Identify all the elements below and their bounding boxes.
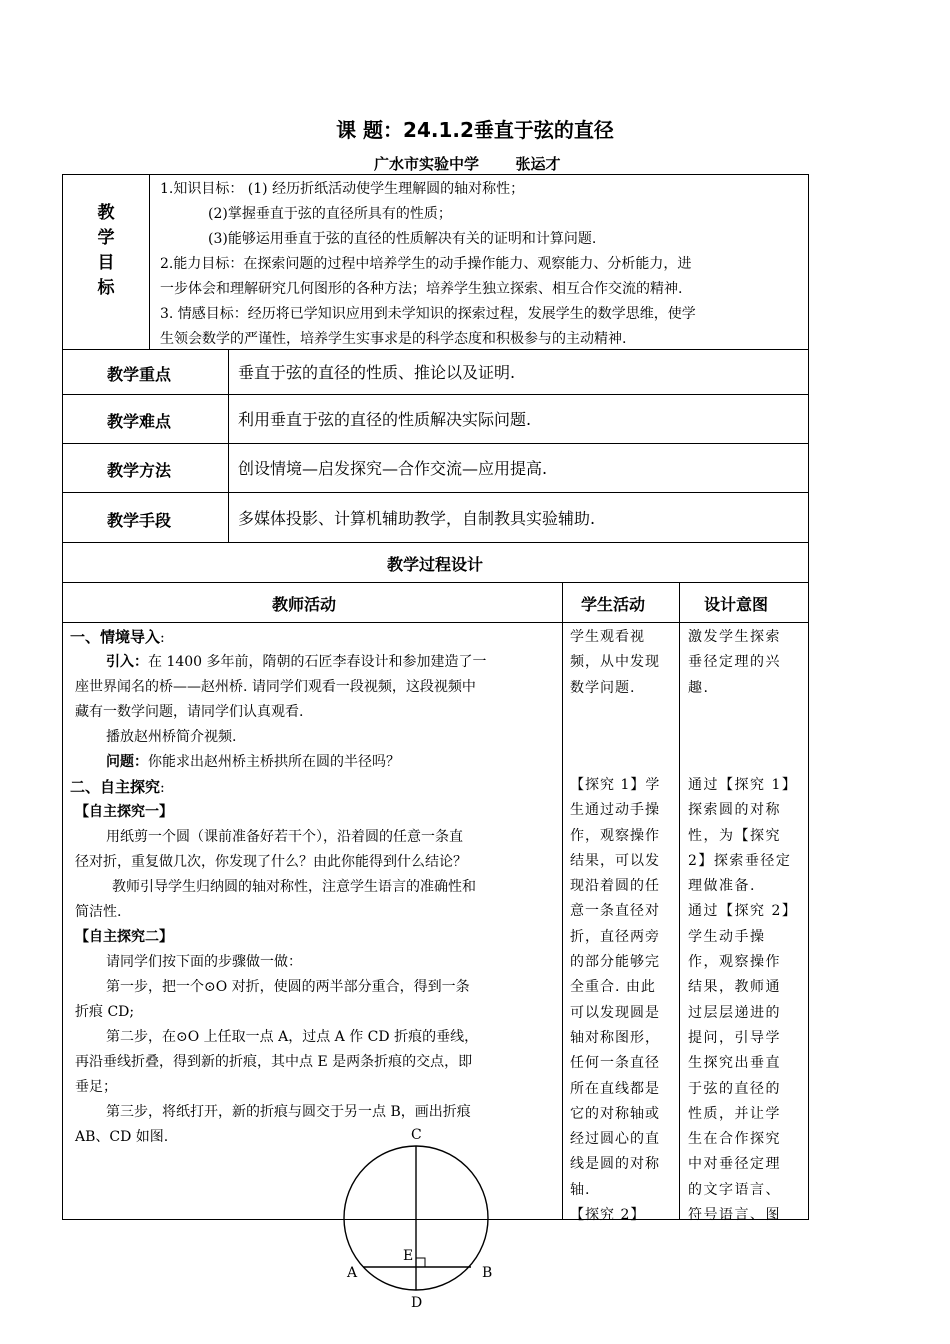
student-line: 学生观看视 (570, 629, 645, 645)
paragraph-line (106, 650, 487, 675)
intent-line: 结果，教师通 (688, 979, 781, 996)
label-d: D (411, 1295, 423, 1311)
divider (62, 492, 809, 493)
student-line: 折，直径两旁 (570, 928, 660, 945)
page-title: 课 题：24.1.2垂直于弦的直径 (336, 118, 614, 142)
intent-line: 的文字语言、 (688, 1181, 781, 1198)
means-label: 教学手段 (107, 511, 172, 530)
means-value: 多媒体投影、计算机辅助教学，自制教具实验辅助. (238, 509, 596, 528)
column-header-student: 学生活动 (581, 595, 646, 614)
paragraph-line: 第三步，将纸打开，新的折痕与圆交于另一点 B，画出折痕 (106, 1104, 471, 1120)
student-line: 结果，可以发 (570, 852, 660, 869)
paragraph-line: 用纸剪一个圆（课前准备好若干个），沿着圆的任意一条直 (106, 829, 463, 845)
objectives-label-char: 学 (97, 228, 115, 248)
design-intent (688, 773, 804, 1228)
student-line: 任何一条直径 (570, 1055, 660, 1072)
student-line: 作，观察操作 (570, 827, 660, 844)
intent-line: 性质，并让学 (688, 1105, 781, 1122)
student-line: 【探究 1】学 (570, 777, 661, 793)
paragraph-line: 第二步，在⊙O 上任取一点 A，过点 A 作 CD 折痕的垂线， (106, 1029, 479, 1045)
student-line: 的部分能够完 (570, 954, 660, 971)
paragraph-line: 请同学们按下面的步骤做一做： (106, 954, 302, 970)
student-line: 【探究 2】 (570, 1207, 646, 1224)
paragraph-line: 座世界闻名的桥——赵州桥. 请同学们观看一段视频，这段视频中 (75, 679, 476, 695)
intent-line: 探索圆的对称 (688, 802, 781, 819)
divider (562, 582, 563, 1220)
paragraph-line: 折痕 CD; (75, 1004, 135, 1020)
label-a: A (347, 1265, 358, 1281)
paragraph-line: 藏有一数学问题，请同学们认真观看. (75, 704, 304, 720)
intro-label: 引入： (106, 654, 148, 670)
objective-line: 一步体会和理解研究几何图形的各种方法；培养学生独立探索、相互合作交流的精神. (160, 281, 683, 297)
intent-line: 作，观察操作 (688, 954, 781, 971)
right-angle-mark (416, 1258, 425, 1267)
section-heading (70, 625, 165, 651)
key-points-value: 垂直于弦的直径的性质、推论以及证明. (238, 363, 516, 382)
student-line: 全重合. 由此 (570, 979, 656, 996)
student-line: 可以发现圆是 (570, 1004, 660, 1021)
label-c: C (411, 1127, 422, 1143)
paragraph-line: 径对折，重复做几次，你发现了什么？由此你能得到什么结论？ (75, 854, 467, 870)
divider (62, 394, 809, 395)
intent-line: 激发学生探索 (688, 629, 781, 645)
intent-line: 2】探索垂径定 (688, 852, 792, 869)
section-colon: : (160, 630, 165, 646)
intent-line: 趣. (688, 679, 710, 696)
divider (62, 622, 809, 623)
student-line: 线是圆的对称 (570, 1156, 660, 1173)
difficulties-label: 教学难点 (107, 412, 172, 431)
intent-line: 中对垂径定理 (688, 1156, 781, 1173)
column-header-intent: 设计意图 (704, 595, 769, 614)
section-title: 二、自主探究 (70, 778, 161, 796)
paragraph-line: 教师引导学生归纳圆的轴对称性，注意学生语言的准确性和 (112, 879, 476, 895)
process-title: 教学过程设计 (386, 555, 483, 574)
student-line: 它的对称轴或 (570, 1105, 660, 1122)
intent-line: 生探究出垂直 (688, 1055, 781, 1072)
divider (149, 174, 150, 350)
paragraph-line: 再沿垂线折叠，得到新的折痕，其中点 E 是两条折痕的交点，即 (75, 1054, 473, 1070)
circle-diagram (330, 1120, 520, 1320)
paragraph-line: 播放赵州桥简介视频. (106, 729, 237, 745)
student-activity (570, 625, 674, 701)
intent-line: 过层层递进的 (688, 1004, 781, 1021)
intent-line: 通过【探究 1】 (688, 777, 798, 793)
intent-line: 于弦的直径的 (688, 1080, 781, 1097)
objectives-label-char: 目 (97, 253, 115, 273)
intent-line: 学生动手操 (688, 928, 766, 945)
question-text: 你能求出赵州桥主桥拱所在圆的半径吗？ (148, 754, 400, 770)
divider (62, 443, 809, 444)
divider (228, 349, 229, 542)
label-b: B (482, 1265, 493, 1281)
objectives-label-char: 标 (97, 278, 115, 298)
label-e: E (403, 1248, 414, 1264)
objective-line: 1.知识目标： (1) 经历折纸活动使学生理解圆的轴对称性； (160, 181, 525, 197)
student-line: 意一条直径对 (570, 903, 660, 920)
design-intent (688, 625, 804, 701)
author-line: 广水市实验中学 张运才 (374, 155, 561, 173)
objective-line: (3)能够运用垂直于弦的直径的性质解决有关的证明和计算问题. (208, 231, 597, 247)
intent-line: 提问，引导学 (688, 1029, 781, 1046)
student-line: 生通过动手操 (570, 802, 660, 819)
student-line: 所在直线都是 (570, 1080, 660, 1097)
method-value: 创设情境—启发探究—合作交流—应用提高. (238, 459, 548, 478)
exploration-heading: 【自主探究二】 (75, 929, 173, 945)
intent-line: 理做准备. (688, 878, 756, 895)
paragraph-line: AB、CD 如图. (75, 1129, 169, 1145)
objectives-label-char: 教 (97, 203, 115, 223)
key-points-label: 教学重点 (107, 365, 172, 384)
intent-line: 符号语言、图 (688, 1207, 781, 1224)
exploration-heading: 【自主探究一】 (75, 804, 173, 820)
section-heading (70, 775, 165, 801)
student-line: 现沿着圆的任 (570, 878, 660, 895)
paragraph-line: 垂足； (75, 1079, 117, 1095)
divider (679, 582, 680, 1220)
student-line: 经过圆心的直 (570, 1131, 660, 1148)
method-label: 教学方法 (107, 461, 172, 480)
objective-line: 生领会数学的严谨性，培养学生实事求是的科学态度和积极参与的主动精神. (160, 331, 627, 347)
student-line: 轴. (570, 1181, 591, 1198)
paragraph-line: 简洁性. (75, 904, 122, 920)
divider (62, 542, 809, 543)
question-label: 问题： (106, 754, 148, 770)
intent-line: 通过【探究 2】 (688, 903, 798, 920)
section-colon: : (160, 780, 165, 796)
student-line: 轴对称图形， (570, 1029, 660, 1046)
column-header-teacher: 教师活动 (272, 595, 337, 614)
objective-line: (2)掌握垂直于弦的直径所具有的性质； (208, 206, 452, 222)
mask (500, 1220, 520, 1320)
paragraph-line (106, 750, 400, 775)
difficulties-value: 利用垂直于弦的直径的性质解决实际问题. (238, 410, 532, 429)
intro-text: 在 1400 多年前，隋朝的石匠李春设计和参加建造了一 (148, 654, 487, 670)
intent-line: 生在合作探究 (688, 1131, 781, 1148)
paragraph-line: 第一步，把一个⊙O 对折，使圆的两半部分重合，得到一条 (106, 979, 470, 995)
student-line: 频，从中发现 (570, 654, 660, 671)
student-activity (570, 773, 674, 1228)
section-title: 一、情境导入 (70, 628, 161, 646)
objective-line: 2.能力目标：在探索问题的过程中培养学生的动手操作能力、观察能力、分析能力，进 (160, 256, 692, 272)
divider (62, 582, 809, 583)
intent-line: 性，为【探究 (688, 827, 781, 844)
student-line: 数学问题. (570, 679, 636, 696)
objective-line: 3. 情感目标：经历将已学知识应用到未学知识的探索过程，发展学生的数学思维，使学 (160, 306, 696, 322)
intent-line: 垂径定理的兴 (688, 654, 781, 671)
